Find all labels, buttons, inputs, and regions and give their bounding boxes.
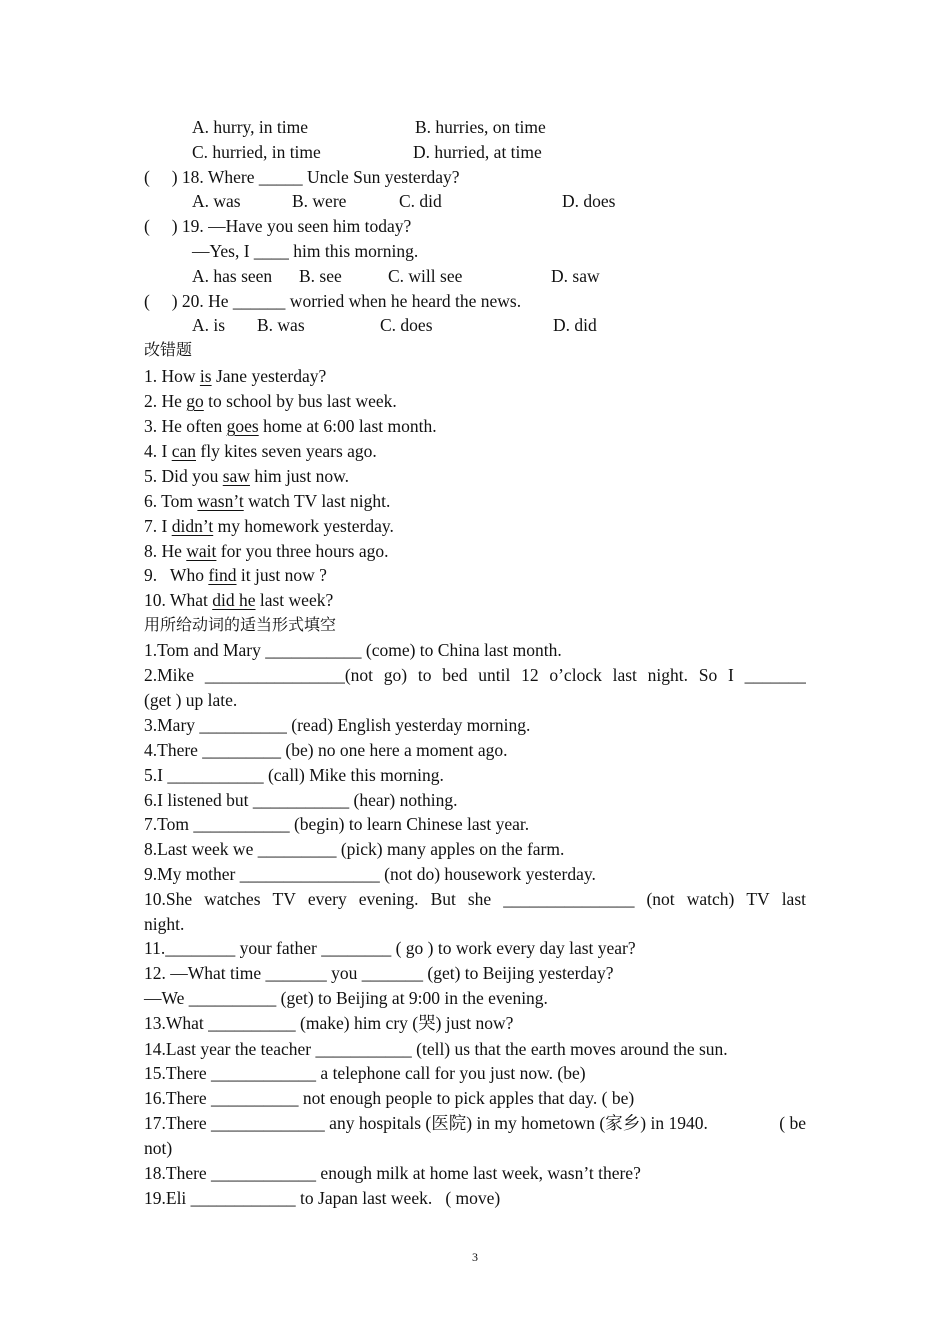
q19-option-a: A. has seen: [192, 266, 273, 286]
correction-item: 9. Who find it just now ?: [144, 565, 327, 585]
q19-option-b: B. see: [299, 266, 342, 286]
correction-item: 2. He go to school by bus last week.: [144, 391, 397, 411]
page-number: 3: [472, 1250, 478, 1264]
error-word: wait: [186, 541, 217, 561]
q19-option-d: D. saw: [551, 266, 600, 286]
fill-item-10-cont: night.: [144, 914, 185, 934]
correction-item: 7. I didn’t my homework yesterday.: [144, 516, 394, 536]
fill-item-10: 10.She watches TV every evening. But she _______________ (not watch) TV last: [144, 889, 806, 909]
q17-option-a: A. hurry, in time: [192, 117, 308, 137]
error-word: saw: [222, 466, 250, 486]
q19-stem: ( ) 19. —Have you seen him today?: [144, 216, 412, 236]
error-word: goes: [226, 416, 259, 436]
error-word: go: [186, 391, 204, 411]
q20-option-a: A. is: [192, 315, 226, 335]
fill-item-15: 15.There ____________ a telephone call for you just now. (be): [144, 1063, 586, 1083]
fill-item-12-answer: —We __________ (get) to Beijing at 9:00 in the evening.: [144, 988, 548, 1008]
fill-item-6: 6.I listened but ___________ (hear) nothing.: [144, 790, 458, 810]
correction-item: 4. I can fly kites seven years ago.: [144, 441, 377, 461]
q19-line2: —Yes, I ____ him this morning.: [192, 241, 419, 261]
q20-stem: ( ) 20. He ______ worried when he heard the news.: [144, 291, 522, 311]
fill-item-5: 5.I ___________ (call) Mike this morning.: [144, 765, 444, 785]
fill-item-17: 17.There _____________ any hospitals (医院) in my hometown (家乡) in 1940. ( be: [144, 1113, 806, 1133]
fill-item-13: 13.What __________ (make) him cry (哭) just now?: [144, 1013, 514, 1033]
error-word: did he: [212, 590, 256, 610]
q18-option-c: C. did: [399, 191, 442, 211]
q20-option-d: D. did: [553, 315, 597, 335]
fill-item-7: 7.Tom ___________ (begin) to learn Chinese last year.: [144, 814, 530, 834]
fill-item-11: 11.________ your father ________ ( go ) to work every day last year?: [144, 938, 636, 958]
fill-item-4: 4.There _________ (be) no one here a moment ago.: [144, 740, 508, 760]
correction-item: 1. How is Jane yesterday?: [144, 366, 327, 386]
fill-item-17-cont: not): [144, 1138, 173, 1158]
correction-item: 3. He often goes home at 6:00 last month.: [144, 416, 437, 436]
fill-item-19: 19.Eli ____________ to Japan last week. ( move): [144, 1188, 501, 1208]
q18-option-d: D. does: [562, 191, 616, 211]
q17-option-c: C. hurried, in time: [192, 142, 321, 162]
fill-item-12: 12. —What time _______ you _______ (get) to Beijing yesterday?: [144, 963, 614, 983]
correction-item: 10. What did he last week?: [144, 590, 334, 610]
fill-item-14: 14.Last year the teacher ___________ (tell) us that the earth moves around the sun.: [144, 1039, 728, 1059]
q17-option-b: B. hurries, on time: [415, 117, 546, 137]
fill-heading: 用所给动词的适当形式填空: [144, 615, 337, 634]
fill-item-2: 2.Mike ________________(not go) to bed until 12 o’clock last night. So I _______: [144, 665, 806, 685]
error-word: is: [199, 366, 212, 386]
q18-stem: ( ) 18. Where _____ Uncle Sun yesterday?: [144, 167, 460, 187]
q18-option-b: B. were: [292, 191, 347, 211]
q20-option-b: B. was: [257, 315, 305, 335]
q17-option-d: D. hurried, at time: [413, 142, 542, 162]
q20-option-c: C. does: [380, 315, 433, 335]
error-word: didn’t: [171, 516, 214, 536]
fill-item-2-cont: (get ) up late.: [144, 690, 238, 710]
fill-item-16: 16.There __________ not enough people to pick apples that day. ( be): [144, 1088, 635, 1108]
correction-item: 6. Tom wasn’t watch TV last night.: [144, 491, 391, 511]
error-word: wasn’t: [197, 491, 244, 511]
q19-option-c: C. will see: [388, 266, 463, 286]
error-word: find: [208, 565, 237, 585]
fill-item-8: 8.Last week we _________ (pick) many apples on the farm.: [144, 839, 565, 859]
fill-item-9: 9.My mother ________________ (not do) housework yesterday.: [144, 864, 596, 884]
correction-item: 5. Did you saw him just now.: [144, 466, 349, 486]
correction-item: 8. He wait for you three hours ago.: [144, 541, 389, 561]
error-word: can: [171, 441, 196, 461]
correction-heading: 改错题: [144, 340, 193, 359]
q18-option-a: A. was: [192, 191, 241, 211]
fill-item-3: 3.Mary __________ (read) English yesterday morning.: [144, 715, 531, 735]
fill-item-18: 18.There ____________ enough milk at home last week, wasn’t there?: [144, 1163, 641, 1183]
fill-item-1: 1.Tom and Mary ___________ (come) to China last month.: [144, 640, 562, 660]
